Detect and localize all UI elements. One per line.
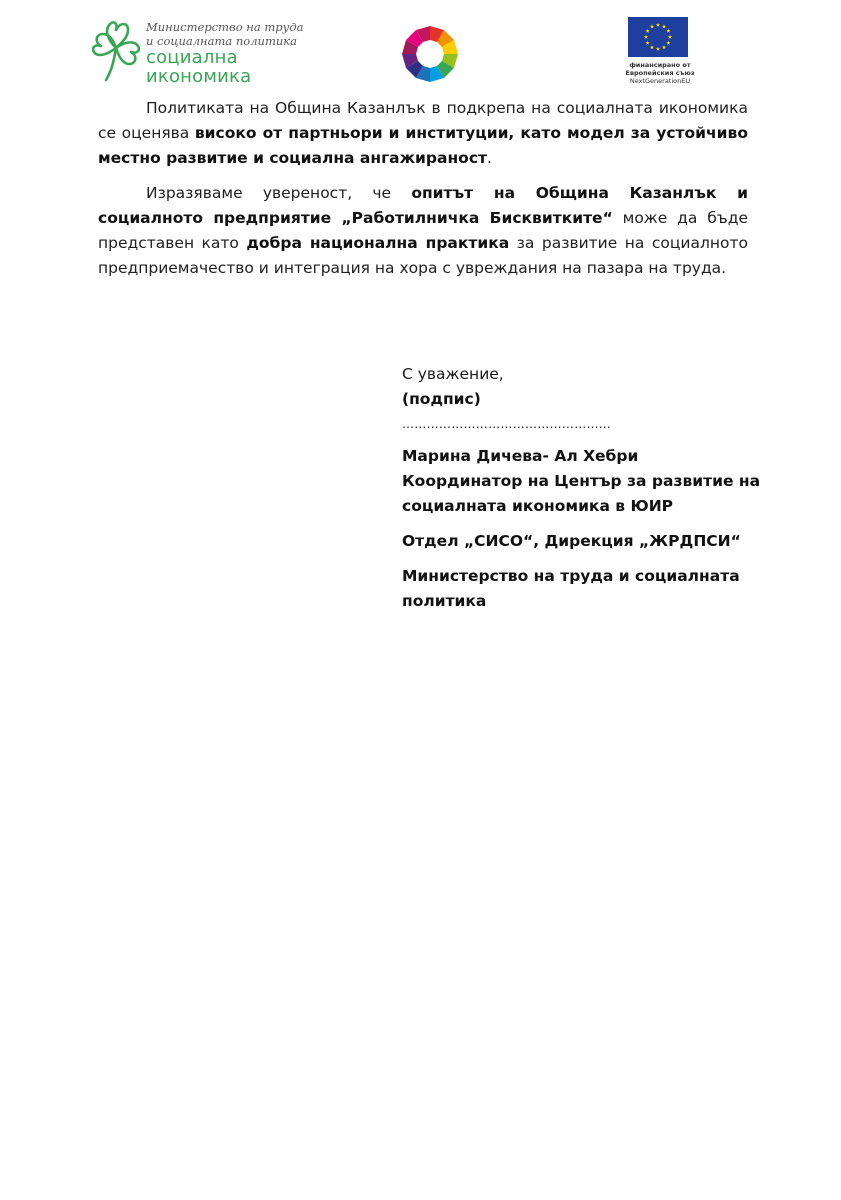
eu-funding-logo: [616, 17, 704, 87]
paragraph-policy-assessment: [98, 96, 748, 171]
ministry-name: [146, 20, 303, 48]
p1-text-1: Политиката на Община Казанлък в подкрепа на социалната икономика се оценява: [98, 99, 748, 142]
letter-body: [98, 96, 748, 291]
letterhead: [0, 0, 841, 95]
social-economy-logo: [90, 18, 304, 88]
ministry-line-1: Министерство на труда: [146, 20, 304, 34]
greeting: С уважение,: [402, 365, 504, 383]
eu-line-2: Европейския съюз: [625, 69, 695, 77]
signature-block: [402, 362, 762, 614]
p2-bold-1: опитът на Община Казанлък и социалното предприятие „Работилничка Бисквитките“: [98, 184, 748, 227]
signatory-name: Марина Дичева- Ал Хебри: [402, 447, 639, 465]
p2-text-3: за развитие на социалното предприемачество и интеграция на хора с увреждания на пазара на труда.: [98, 234, 748, 277]
p1-bold-1: високо от партньори и институции, като модел за устойчиво местно развитие и социална ангажираност: [98, 124, 748, 167]
signatory-department: Отдел „СИСО“, Дирекция „ЖРДПСИ“: [402, 532, 741, 550]
p2-bold-2: добра национална практика: [246, 234, 510, 252]
ministry-line-2: и социалната политика: [146, 34, 297, 48]
p2-text-1: Изразяваме увереност, че: [146, 184, 412, 202]
clover-icon: [90, 18, 142, 84]
paragraph-good-practice: [98, 181, 748, 281]
signatory-title-line-2: социалната икономика в ЮИР: [402, 497, 674, 515]
p1-text-2: .: [487, 149, 492, 167]
signature-note: (подпис): [402, 390, 481, 408]
signatory-ministry-line-1: Министерство на труда и социалната: [402, 567, 740, 585]
signature-line: ……………………………………………: [402, 417, 612, 431]
eu-line-1: финансирано от: [629, 61, 691, 69]
eu-line-3: NextGenerationEU: [629, 77, 691, 85]
eu-funding-text: [616, 61, 704, 85]
brand-line-1: социална: [146, 47, 238, 68]
brand-name: [146, 48, 251, 86]
brand-line-2: икономика: [146, 66, 252, 87]
signatory-title-line-1: Координатор на Център за развитие на: [402, 472, 761, 490]
hexagon-hands-logo: [400, 24, 460, 84]
eu-flag-icon: [628, 17, 688, 57]
signatory-ministry-line-2: политика: [402, 592, 487, 610]
p2-text-2: може да бъде представен като: [98, 209, 749, 252]
